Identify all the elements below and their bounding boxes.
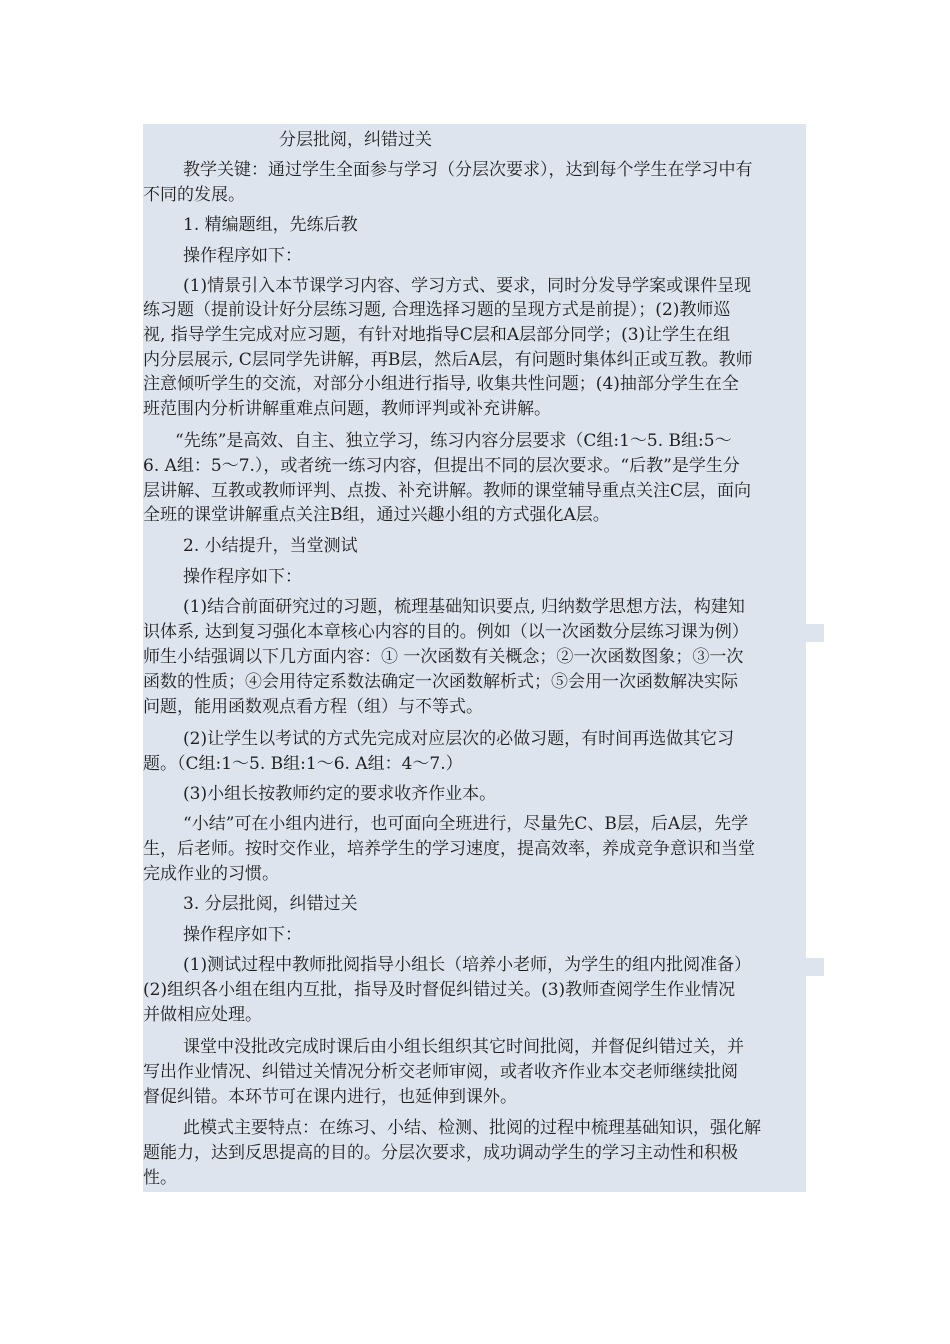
text-line: 写出作业情况、纠错过关情况分析交老师审阅，或者收齐作业本交老师继续批阅 <box>143 1062 738 1082</box>
text-line: 6. A组：5～7.），或者统一练习内容，但提出不同的层次要求。“后教”是学生分 <box>143 456 740 476</box>
text-line: 班范围内分析讲解重难点问题，教师评判或补充讲解。 <box>143 399 551 419</box>
section-heading: 3. 分层批阅，纠错过关 <box>183 894 358 914</box>
document-page <box>143 124 806 1192</box>
text-line: 注意倾听学生的交流，对部分小组进行指导, 收集共性问题；(4)抽部分学生在全 <box>143 374 739 394</box>
text-line: 并做相应处理。 <box>143 1005 262 1025</box>
text-line: “小结”可在小组内进行，也可面向全班进行，尽量先C、B层，后A层，先学 <box>183 814 749 834</box>
text-line: (2)让学生以考试的方式先完成对应层次的必做习题，有时间再选做其它习 <box>183 729 735 749</box>
text-line: 练习题（提前设计好分层练习题, 合理选择习题的呈现方式是前提）；(2)教师巡 <box>143 300 731 320</box>
text-line: (1)情景引入本节课学习内容、学习方式、要求，同时分发导学案或课件呈现 <box>183 276 752 296</box>
text-line: 识体系, 达到复习强化本章核心内容的目的。例如（以一次函数分层练习课为例） <box>143 622 749 642</box>
text-line: 问题，能用函数观点看方程（组）与不等式。 <box>143 697 483 717</box>
text-line: 层讲解、互教或教师评判、点拨、补充讲解。教师的课堂辅导重点关注C层，面向 <box>143 481 752 501</box>
text-line: 题能力，达到反思提高的目的。分层次要求，成功调动学生的学习主动性和积极 <box>143 1143 738 1163</box>
text-line: 操作程序如下： <box>183 246 302 266</box>
section-heading: 1. 精编题组，先练后教 <box>183 215 358 235</box>
text-line: 视, 指导学生完成对应习题，有针对地指导C层和A层部分同学；(3)让学生在组 <box>143 325 731 345</box>
text-line: (2)组织各小组在组内互批，指导及时督促纠错过关。(3)教师查阅学生作业情况 <box>143 980 736 1000</box>
text-line: 师生小结强调以下几方面内容：① 一次函数有关概念；②一次函数图象；③一次 <box>143 647 744 667</box>
text-line: 教学关键：通过学生全面参与学习（分层次要求），达到每个学生在学习中有 <box>183 160 753 180</box>
document-title: 分层批阅，纠错过关 <box>279 130 432 150</box>
text-line: 生，后老师。按时交作业，培养学生的学习速度，提高效率，养成竞争意识和当堂 <box>143 839 755 859</box>
text-line: (1)结合前面研究过的习题，梳理基础知识要点, 归纳数学思想方法，构建知 <box>183 597 745 617</box>
text-line: 操作程序如下： <box>183 567 302 587</box>
text-line: 操作程序如下： <box>183 925 302 945</box>
text-line: 函数的性质；④会用待定系数法确定一次函数解析式；⑤会用一次函数解决实际 <box>143 672 738 692</box>
text-line: “先练”是高效、自主、独立学习，练习内容分层要求（C组:1～5. B组:5～ <box>175 431 732 451</box>
text-line: 不同的发展。 <box>143 185 245 205</box>
text-line: 此模式主要特点：在练习、小结、检测、批阅的过程中梳理基础知识，强化解 <box>183 1118 761 1138</box>
highlight-notch <box>806 624 824 642</box>
text-line: 性。 <box>143 1168 177 1188</box>
text-line: 课堂中没批改完成时课后由小组长组织其它时间批阅，并督促纠错过关，并 <box>183 1037 744 1057</box>
text-line: (3)小组长按教师约定的要求收齐作业本。 <box>183 784 497 804</box>
text-line: 题。（C组:1～5. B组:1～6. A组：4～7.） <box>143 754 463 774</box>
text-line: 完成作业的习惯。 <box>143 864 279 884</box>
text-line: 督促纠错。本环节可在课内进行，也延伸到课外。 <box>143 1087 517 1107</box>
text-line: 全班的课堂讲解重点关注B组，通过兴趣小组的方式强化A层。 <box>143 505 610 525</box>
highlight-notch <box>806 958 824 976</box>
section-heading: 2. 小结提升，当堂测试 <box>183 536 358 556</box>
text-line: (1)测试过程中教师批阅指导小组长（培养小老师，为学生的组内批阅准备） <box>183 955 752 975</box>
text-line: 内分层展示, C层同学先讲解，再B层，然后A层，有问题时集体纠正或互教。教师 <box>143 350 753 370</box>
